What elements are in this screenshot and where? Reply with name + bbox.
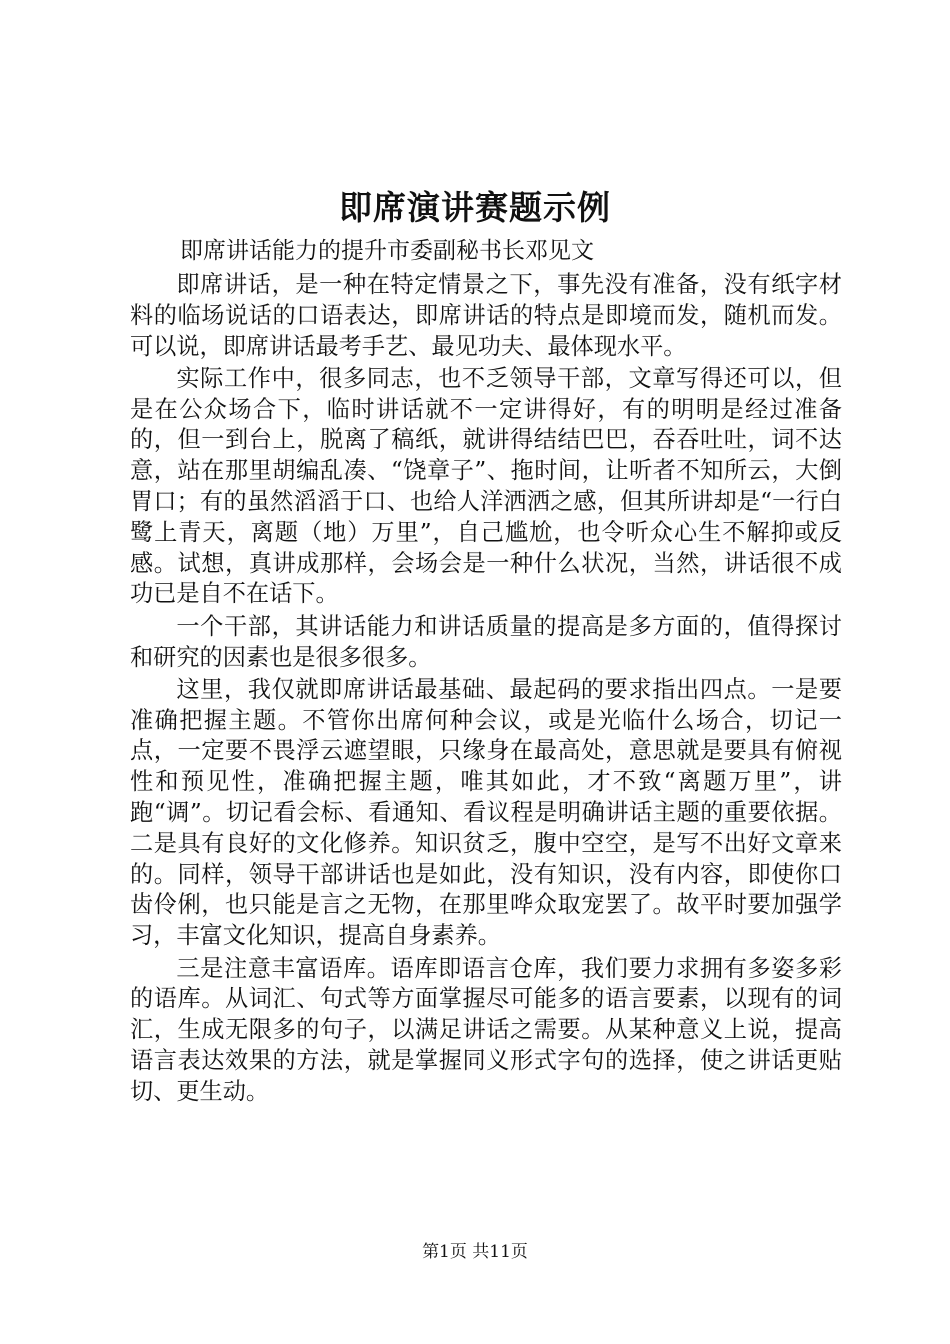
document-body [130,270,842,1109]
page-footer: 第1页 共11页 [422,1242,528,1262]
paragraph: 三是注意丰富语库。语库即语言仓库，我们要力求拥有多姿多彩的语库。从词汇、句式等方面掌握尽可能多的语言要素，以现有的词汇，生成无限多的句子，以满足讲话之需要。从某种意义上说，提高语言表达效果的方法，就是掌握同义形式字句的选择，使之讲话更贴切、更生动。 [130,954,842,1105]
paragraph: 即席讲话，是一种在特定情景之下，事先没有准备，没有纸字材料的临场说话的口语表达，即席讲话的特点是即境而发，随机而发。可以说，即席讲话最考手艺、最见功夫、最体现水平。 [130,271,842,360]
paragraph: 实际工作中，很多同志，也不乏领导干部，文章写得还可以，但是在公众场合下，临时讲话就不一定讲得好，有的明明是经过准备的，但一到台上，脱离了稿纸，就讲得结结巴巴，吞吞吐吐，词不达意，站在那里胡编乱凑、“饶章子”、拖时间，让听者不知所云，大倒胃口；有的虽然滔滔于口、也给人洋洒洒之感，但其所讲却是“一行白鹭上青天，离题（地）万里”，自己尴尬，也令听众心生不解抑或反感。试想，真讲成那样，会场会是一种什么状况，当然，讲话很不成功已是自不在话下。 [130,364,842,608]
document-title: 即席演讲赛题示例 [339,188,611,227]
document-subtitle: 即席讲话能力的提升市委副秘书长邓见文 [180,238,594,264]
paragraph: 一个干部，其讲话能力和讲话质量的提高是多方面的，值得探讨和研究的因素也是很多很多。 [130,612,842,671]
paragraph: 这里，我仅就即席讲话最基础、最起码的要求指出四点。一是要准确把握主题。不管你出席何种会议，或是光临什么场合，切记一点，一定要不畏浮云遮望眼，只缘身在最高处，意思就是要具有俯视性和预见性，准确把握主题，唯其如此，才不致“离题万里”，讲跑“调”。切记看会标、看通知、看议程是明确讲话主题的重要依据。二是具有良好的文化修养。知识贫乏，腹中空空，是写不出好文章来的。同样，领导干部讲话也是如此，没有知识，没有内容，即使你口齿伶俐，也只能是言之无物，在那里哗众取宠罢了。故平时要加强学习，丰富文化知识，提高自身素养。 [130,675,842,950]
